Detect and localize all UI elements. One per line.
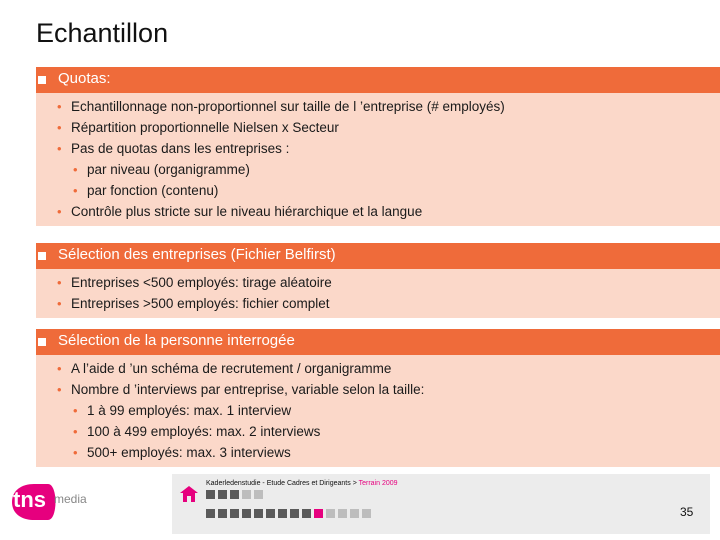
list-item: • 1 à 99 employés: max. 1 interview (36, 400, 720, 421)
logo-text: tns (13, 487, 46, 512)
page-number: 35 (680, 505, 694, 519)
bullet-icon: • (73, 424, 78, 439)
bullet-icon: • (57, 141, 62, 156)
bullet-list (36, 355, 720, 467)
list-item: • Répartition proportionnelle Nielsen x Secteur (36, 117, 720, 138)
section-header (36, 243, 720, 269)
list-item: • Nombre d ’interviews par entreprise, variable selon la taille: (36, 379, 720, 400)
bullet-icon: • (57, 204, 62, 219)
page-title: Echantillon (36, 18, 169, 48)
list-item: • 100 à 499 employés: max. 2 interviews (36, 421, 720, 442)
progress-square (314, 509, 323, 518)
progress-square (266, 509, 275, 518)
home-icon[interactable] (180, 486, 198, 502)
progress-square (278, 509, 287, 518)
section-header (36, 67, 720, 93)
progress-square (254, 509, 263, 518)
list-item: • Echantillonnage non-proportionnel sur taille de l ’entreprise (# employés) (36, 96, 720, 117)
list-item: • A l’aide d ’un schéma de recrutement / organigramme (36, 358, 720, 379)
list-item: • Pas de quotas dans les entreprises : (36, 138, 720, 159)
progress-square (218, 490, 227, 499)
section-title: Sélection des entreprises (Fichier Belfirst) (58, 246, 336, 263)
progress-square (326, 509, 335, 518)
list-item: • par fonction (contenu) (36, 180, 720, 201)
progress-square (362, 509, 371, 518)
square-bullet-icon (38, 76, 46, 84)
section-header (36, 329, 720, 355)
section-company-selection (36, 243, 720, 318)
list-item: • par niveau (organigramme) (36, 159, 720, 180)
progress-square (230, 490, 239, 499)
section-title: Quotas: (58, 70, 111, 87)
progress-square (218, 509, 227, 518)
square-bullet-icon (38, 338, 46, 346)
bullet-icon: • (57, 382, 62, 397)
bullet-list (36, 269, 720, 318)
progress-square (206, 490, 215, 499)
bullet-icon: • (57, 120, 62, 135)
bullet-icon: • (57, 275, 62, 290)
square-bullet-icon (38, 252, 46, 260)
bullet-icon: • (57, 361, 62, 376)
progress-square (230, 509, 239, 518)
logo-subtext: media (54, 492, 87, 506)
list-item: • Entreprises <500 employés: tirage aléatoire (36, 272, 720, 293)
progress-squares-top (206, 490, 263, 499)
progress-square (290, 509, 299, 518)
progress-square (254, 490, 263, 499)
progress-square (242, 490, 251, 499)
list-item: • 500+ employés: max. 3 interviews (36, 442, 720, 463)
bullet-icon: • (57, 296, 62, 311)
footer-note: Kaderledenstudie - Etude Cadres et Dirigeants > Terrain 2009 (206, 480, 398, 487)
section-title: Sélection de la personne interrogée (58, 332, 295, 349)
progress-square (242, 509, 251, 518)
bullet-list (36, 93, 720, 226)
progress-square (206, 509, 215, 518)
progress-square (338, 509, 347, 518)
progress-square (302, 509, 311, 518)
progress-square (350, 509, 359, 518)
bullet-icon: • (73, 403, 78, 418)
progress-squares-bottom (206, 509, 371, 518)
bullet-icon: • (73, 183, 78, 198)
list-item: • Contrôle plus stricte sur le niveau hiérarchique et la langue (36, 201, 720, 222)
bullet-icon: • (57, 99, 62, 114)
bullet-icon: • (73, 445, 78, 460)
list-item: • Entreprises >500 employés: fichier complet (36, 293, 720, 314)
section-respondent-selection (36, 329, 720, 467)
bullet-icon: • (73, 162, 78, 177)
section-quotas (36, 67, 720, 226)
